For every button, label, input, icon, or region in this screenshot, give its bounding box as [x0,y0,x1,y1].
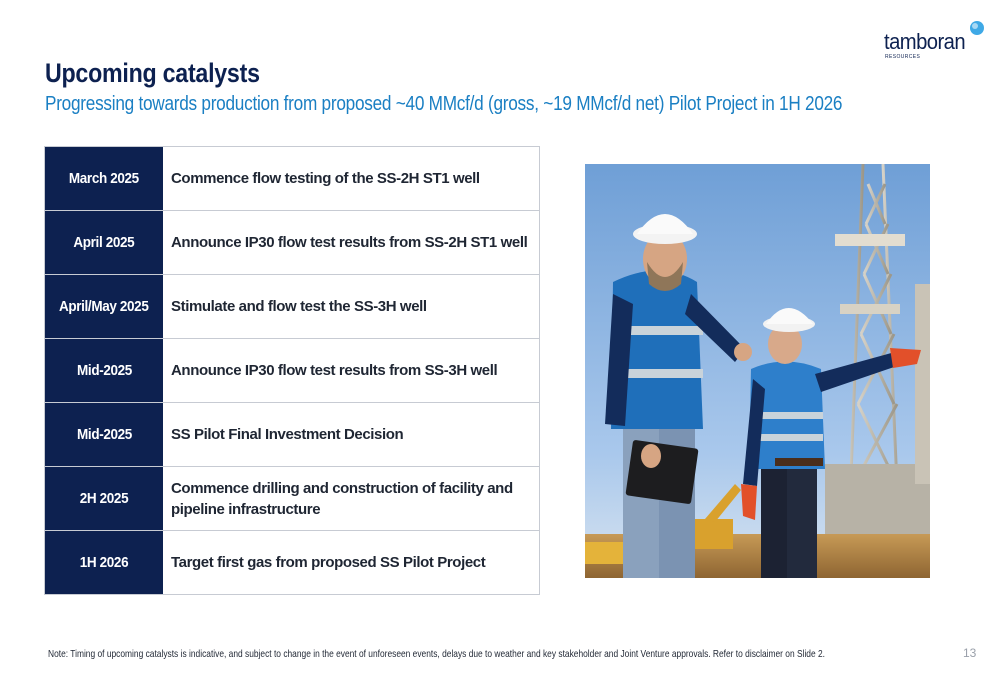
catalyst-event: Target first gas from proposed SS Pilot Project [171,554,486,571]
catalyst-event: Commence drilling and construction of facility and pipeline infrastructure [171,479,513,518]
catalyst-row [45,211,539,275]
page-subtitle: Progressing towards production from proposed ~40 MMcf/d (gross, ~19 MMcf/d net) Pilot Project in 1H 2026 [45,93,843,115]
page-number: 13 [963,646,977,660]
logo-subtext: RESOURCES [885,54,921,60]
catalyst-event: Stimulate and flow test the SS-3H well [171,298,427,315]
catalyst-row [45,467,539,531]
catalyst-event: SS Pilot Final Investment Decision [171,426,404,443]
catalyst-date: April/May 2025 [45,275,163,338]
footnote: Note: Timing of upcoming catalysts is indicative, and subject to change in the event of unforeseen events, delays due to weather and key stakeholder and Joint Venture approvals. Refer to disclaimer on Slide 2. [48,648,825,660]
logo-dot-icon [969,20,985,36]
catalyst-date: Mid-2025 [45,403,163,466]
page-title: Upcoming catalysts [45,58,260,88]
catalyst-row [45,531,539,594]
catalyst-date: April 2025 [45,211,163,274]
catalyst-row [45,339,539,403]
catalyst-date: Mid-2025 [45,339,163,402]
catalyst-row [45,403,539,467]
workers-drilling-rig-photo [585,164,930,578]
catalyst-event: Commence flow testing of the SS-2H ST1 well [171,170,480,187]
company-logo [884,20,994,64]
catalyst-date: 2H 2025 [45,467,163,530]
catalyst-row [45,147,539,211]
catalyst-event: Announce IP30 flow test results from SS-2H ST1 well [171,234,528,251]
logo-wordmark: tamboran [884,29,966,54]
catalyst-date: 1H 2026 [45,531,163,594]
catalysts-table [44,146,540,595]
catalyst-event: Announce IP30 flow test results from SS-3H well [171,362,498,379]
catalyst-date: March 2025 [45,147,163,210]
catalyst-row [45,275,539,339]
